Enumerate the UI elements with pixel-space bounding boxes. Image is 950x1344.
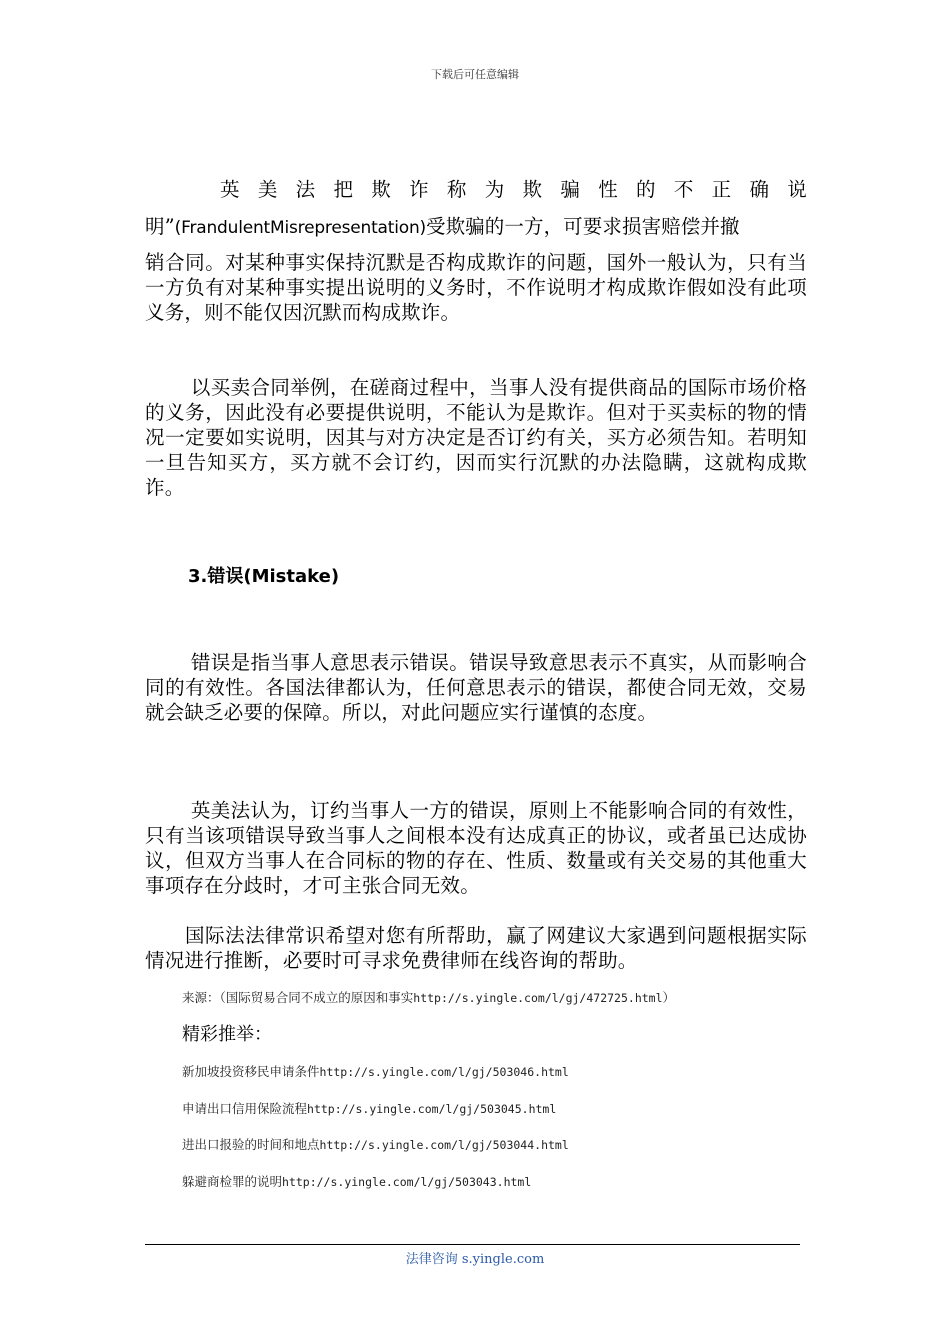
link-title: 进出口报验的时间和地点 xyxy=(182,1137,320,1152)
recommend-link-item[interactable] xyxy=(182,1135,569,1153)
recommend-title: 精彩推举： xyxy=(182,1024,272,1045)
source-suffix: ） xyxy=(662,990,676,1005)
page-footer[interactable]: 法律咨询 s.yingle.com xyxy=(405,1252,545,1267)
link-url[interactable]: http://s.yingle.com/l/gj/503046.html xyxy=(319,1065,569,1079)
p1-english-term: (FrandulentMisrepresentation) xyxy=(174,218,426,238)
recommend-link-item[interactable] xyxy=(182,1172,531,1190)
section-heading-mistake: 3.错误(Mistake) xyxy=(188,566,340,587)
recommend-link-item[interactable] xyxy=(182,1099,556,1117)
paragraph-2: 以买卖合同举例，在磋商过程中，当事人没有提供商品的国际市场价格的义务，因此没有必要提供说明，不能认为是欺诈。但对于买卖标的物的情况一定要如实说明，因其与对方决定是否订约有关，买方必须告知。若明知一旦告知买方，买方就不会订约，因而实行沉默的办法隐瞒，这就构成欺诈。 xyxy=(145,376,807,499)
p1-line-2-rest: 受欺骗的一方，可要求损害赔偿并撤 xyxy=(425,215,740,238)
link-title: 申请出口信用保险流程 xyxy=(182,1101,308,1116)
paragraph-1-line-2 xyxy=(145,214,807,241)
link-title: 新加坡投资移民申请条件 xyxy=(182,1064,320,1079)
link-title: 躲避商检罪的说明 xyxy=(182,1174,283,1189)
link-url[interactable]: http://s.yingle.com/l/gj/503045.html xyxy=(307,1102,557,1116)
recommend-link-item[interactable] xyxy=(182,1062,569,1080)
link-url[interactable]: http://s.yingle.com/l/gj/503043.html xyxy=(282,1175,532,1189)
source-prefix: 来源：（国际贸易合同不成立的原因和事实 xyxy=(182,990,414,1005)
page-header: 下载后可任意编辑 xyxy=(431,68,519,81)
paragraph-4: 英美法认为，订约当事人一方的错误，原则上不能影响合同的有效性，只有当该项错误导致当事人之间根本没有达成真正的协议，或者虽已达成协议，但双方当事人在合同标的物的存在、性质、数量或有关交易的其他重大事项存在分歧时，才可主张合同无效。 xyxy=(145,799,807,897)
p1-quote-end: 明” xyxy=(145,215,175,238)
source-line xyxy=(182,988,675,1006)
paragraph-1-rest: 销合同。对某种事实保持沉默是否构成欺诈的问题，国外一般认为，只有当一方负有对某种事实提出说明的义务时，不作说明才构成欺诈假如没有此项义务，则不能仅因沉默而构成欺诈。 xyxy=(145,251,807,324)
source-link[interactable]: http://s.yingle.com/l/gj/472725.html xyxy=(413,991,663,1005)
link-url[interactable]: http://s.yingle.com/l/gj/503044.html xyxy=(319,1138,569,1152)
footer-divider xyxy=(145,1244,800,1245)
paragraph-3: 错误是指当事人意思表示错误。错误导致意思表示不真实，从而影响合同的有效性。各国法律都认为，任何意思表示的错误，都使合同无效，交易就会缺乏必要的保障。所以，对此问题应实行谨慎的态度。 xyxy=(145,651,807,724)
paragraph-5: 国际法法律常识希望对您有所帮助，赢了网建议大家遇到问题根据实际情况进行推断，必要时可寻求免费律师在线咨询的帮助。 xyxy=(145,924,807,972)
paragraph-1-line-1: 英 美 法 把 欺 诈 称 为 欺 骗 性 的 不 正 确 说 xyxy=(220,178,807,201)
